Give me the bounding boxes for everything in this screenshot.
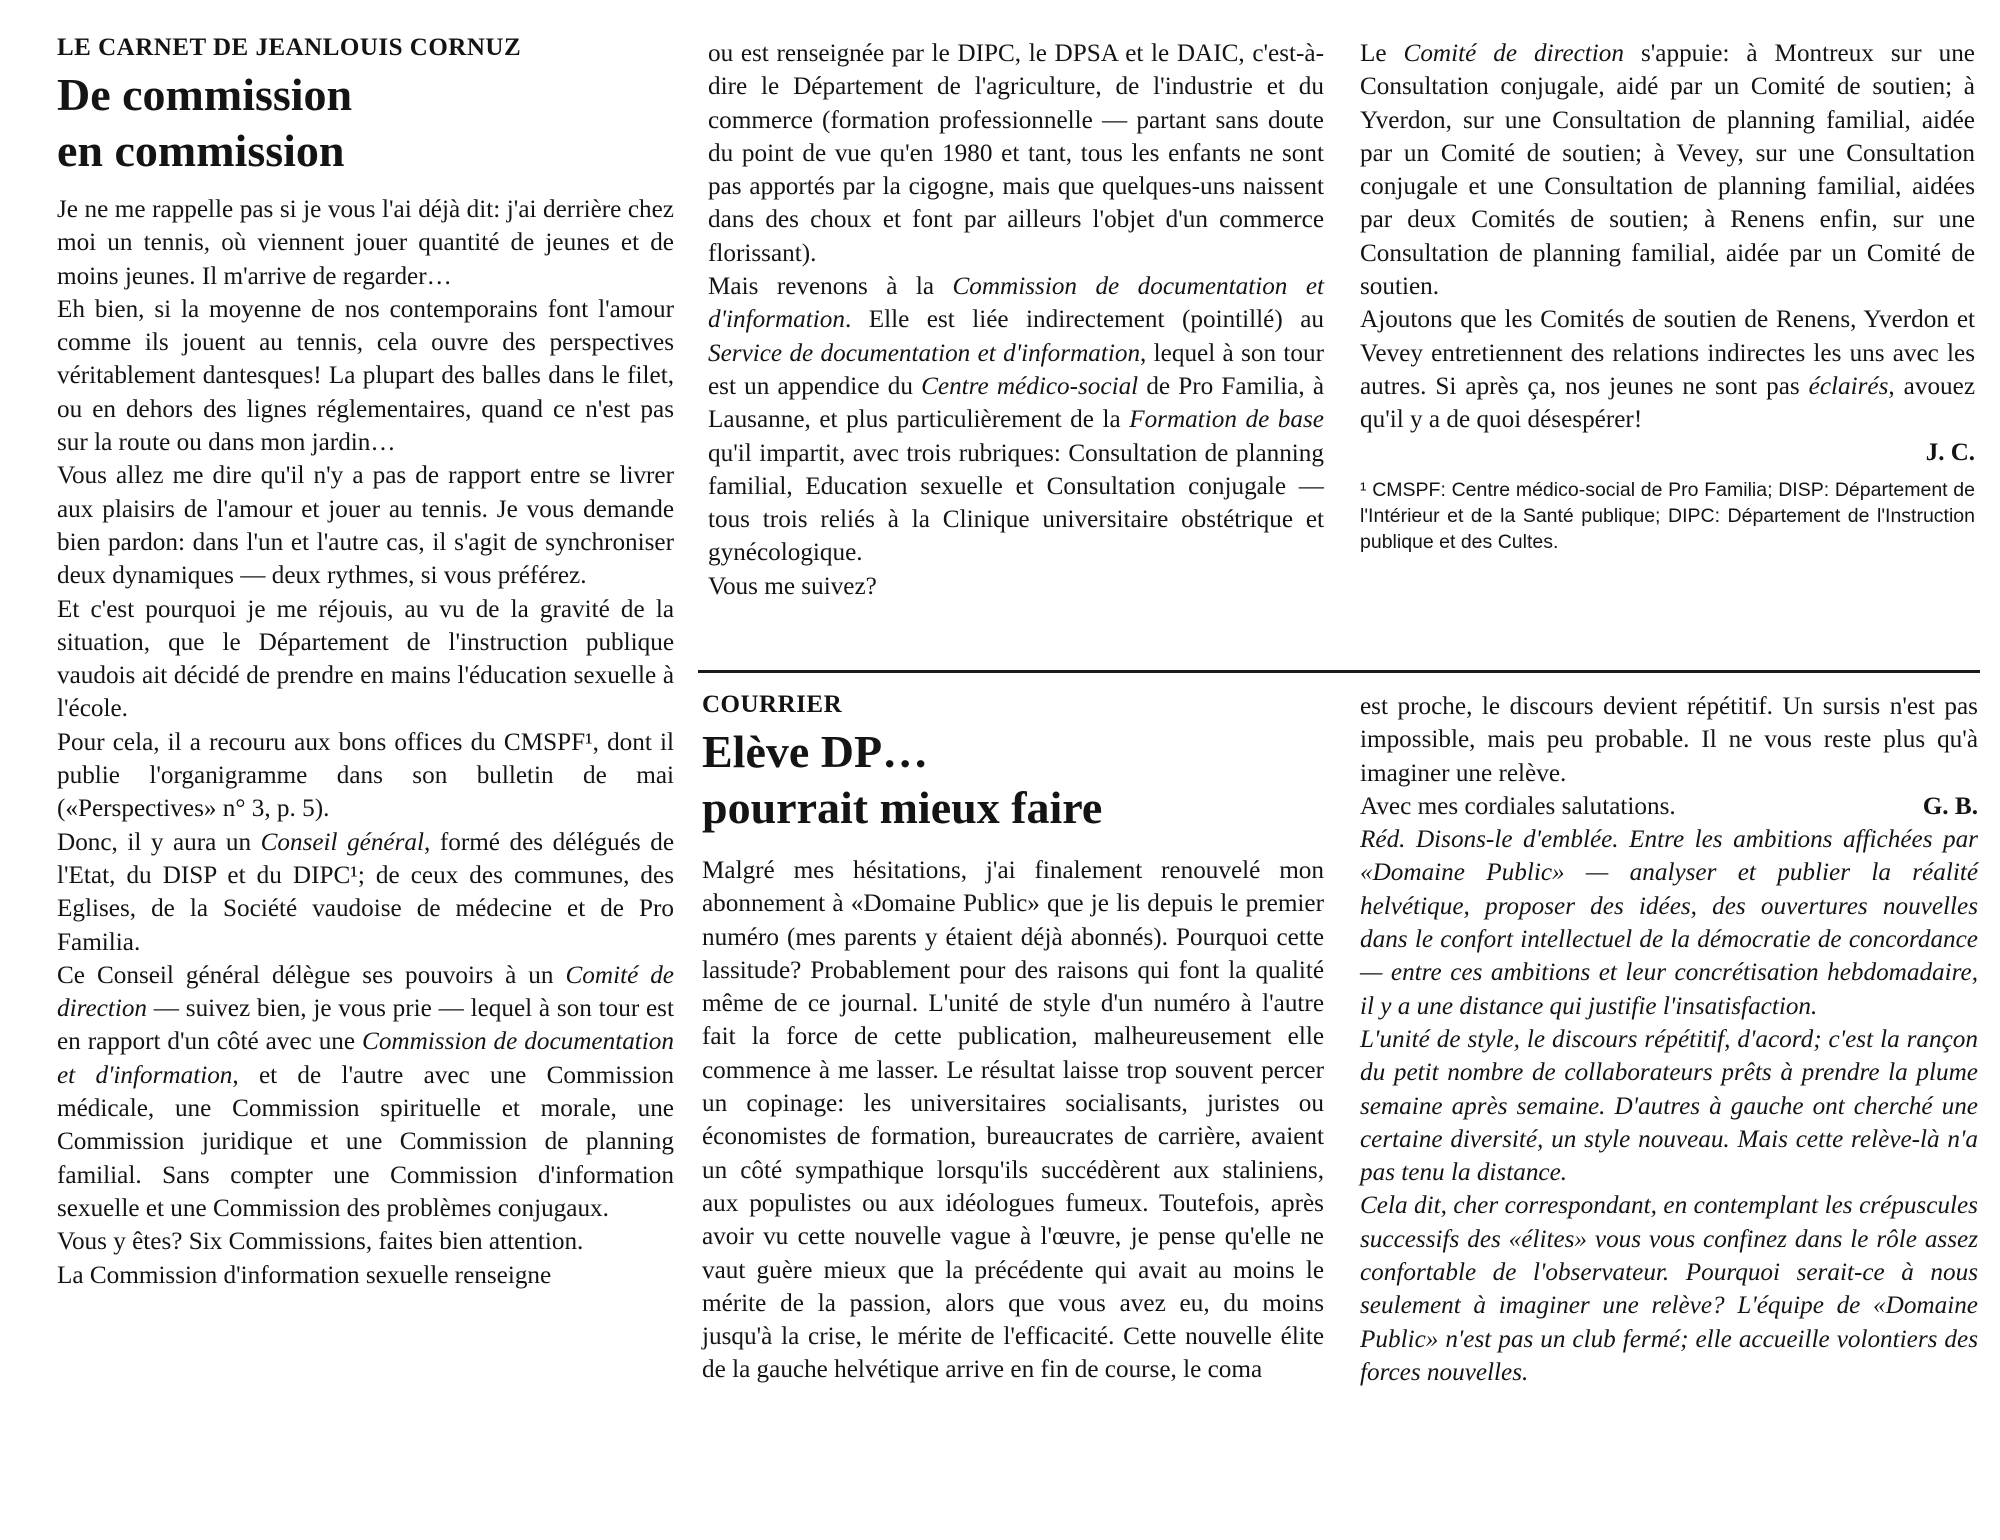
article1-paragraph-comite: Ce Conseil général délègue ses pouvoirs à un Comité de direction — suivez bien, je vous prie — lequel à son tour est en rapport d'un côté avec une Commission de documentation et d'information, et de l'autre avec une Commission médicale, une Commission spirituelle et morale, une Commission juridique et une Commission de planning familial. Sans compter une Commission d'information sexuelle et une Commission des problèmes conjugaux.	[57, 961, 674, 1222]
editorial-paragraph: L'unité de style, le discours répétitif, d'acord; c'est la rançon du petit nombre de collaborateurs prêts à prendre la plume semaine après semaine. D'autres à gauche ont cherché une certaine diversité, un style nouveau. Mais cette relève-là n'a pas tenu la distance.	[1360, 1025, 1978, 1187]
article1-column-2	[708, 37, 1324, 603]
article1-column-3	[1360, 37, 1975, 555]
article2-letter-text: Malgré mes hésitations, j'ai finalement renouvelé mon abonnement à «Domaine Public» que je lis depuis le premier numéro (mes parents y étaient déjà abonnés). Pourquoi cette lassitude? Probablement pour des raisons qui font la qualité même de ce journal. L'unité de style d'un numéro à l'autre fait la force de cette publication, malheureusement elle commence à me lasser. Le résultat laisse trop souvent percer un copinage: les universitaires socialisants, juristes ou économistes de formation, bureaucrates de carrière, avaient un côté sympathique lorsqu'ils succédèrent aux staliniens, aux populistes ou aux idéologues fumeux. Toutefois, après avoir vu cette nouvelle vague à l'œuvre, je pense qu'elle ne vaut guère mieux que la précédente qui avait au moins le mérite de la passion, alors que vous avez eu, du moins jusqu'à la crise, le mérite de l'efficacité. Cette nouvelle élite de la gauche helvétique arrive en fin de course, le coma	[702, 857, 1324, 1384]
article1-title	[57, 67, 674, 179]
article1-paragraph-ajoutons: Ajoutons que les Comités de soutien de Renens, Yverdon et Vevey entretiennent des relations indirectes les uns avec les autres. Si après ça, nos jeunes ne sont pas éclairés, avouez qu'il y a de quoi désespérer!	[1360, 306, 1975, 434]
article2-editorial-reply	[1360, 823, 1978, 1389]
article2-title-line2: pourrait mieux faire	[702, 782, 1103, 833]
article2-salutation-row	[1360, 790, 1978, 823]
article1-signature: J. C.	[1925, 438, 1975, 466]
editorial-paragraph: Réd. Disons-le d'emblée. Entre les ambitions affichées par «Domaine Public» — analyser et publier la réalité helvétique, proposer des idées, des ouvertures nouvelles dans le confort intellectuel de la démocratie de concordance — entre ces ambitions et leur concrétisation hebdomadaire, il y a une distance qui justifie l'insatisfaction.	[1360, 826, 1978, 1020]
article1-paragraph: Vous y êtes? Six Commissions, faites bien attention.	[57, 1228, 584, 1256]
article1-title-line1: De commission	[57, 69, 353, 120]
article1-column-1	[57, 33, 674, 1292]
article2-title-line1: Elève DP…	[702, 726, 929, 777]
article1-paragraph: ou est renseignée par le DIPC, le DPSA et le DAIC, c'est-à-dire le Département de l'agriculture, de l'industrie et du commerce (formation professionnelle — partant sans doute du point de vue qu'en 1980 et tant, tous les enfants ne sont pas apportés par la cigogne, mais que quelques-uns naissent dans des choux et font par ailleurs l'objet d'un commerce florissant).	[708, 40, 1324, 267]
article1-paragraph: La Commission d'information sexuelle renseigne	[57, 1261, 552, 1289]
article2-column-3	[1360, 690, 1978, 1389]
article2-letter-end: est proche, le discours devient répétitif. Un sursis n'est pas impossible, mais peu probable. Il ne vous reste plus qu'à imaginer une relève.	[1360, 693, 1978, 787]
editorial-paragraph: Cela dit, cher correspondant, en contemplant les crépuscules successifs des «élites» vous vous confinez dans le rôle assez confortable de l'observateur. Pourquoi serait-ce à nous seulement à imaginer une relève? L'équipe de «Domaine Public» n'est pas un club fermé; elle accueille volontiers des forces nouvelles.	[1360, 1192, 1978, 1386]
article1-paragraph-comite-direction: Le Comité de direction s'appuie: à Montreux sur une Consultation conjugale, aidé par un Comité de soutien; à Yverdon, sur une Consultation de planning familial, aidée par un Comité de soutien; à Vevey, sur une Consultation conjugale et une Consultation de planning familial, aidées par deux Comités de soutien; à Renens enfin, sur une Consultation de planning familial, aidée par un Comité de soutien.	[1360, 40, 1975, 301]
section-divider	[698, 670, 1980, 673]
article1-paragraph: Je ne me rappelle pas si je vous l'ai déjà dit: j'ai derrière chez moi un tennis, où viennent jouer quantité de jeunes et de moins jeunes. Il m'arrive de regarder…	[57, 196, 674, 290]
article1-title-line2: en commission	[57, 125, 345, 176]
article1-paragraph: Pour cela, il a recouru aux bons offices du CMSPF¹, dont il publie l'organigramme dans son bulletin de mai («Perspectives» n° 3, p. 5).	[57, 728, 674, 823]
article1-paragraph: Et c'est pourquoi je me réjouis, au vu de la gravité de la situation, que le Département de l'instruction publique vaudois ait décidé de prendre en mains l'éducation sexuelle à l'école.	[57, 595, 674, 723]
article2-salutation: Avec mes cordiales salutations.	[1360, 792, 1676, 820]
article2-kicker: COURRIER	[702, 691, 843, 718]
article2-title	[702, 724, 1324, 836]
article1-paragraph-revenons: Mais revenons à la Commission de documentation et d'information. Elle est liée indirectement (pointillé) au Service de documentation et d'information, lequel à son tour est un appendice du Centre médico-social de Pro Familia, à Lausanne, et plus particulièrement de la Formation de base qu'il impartit, avec trois rubriques: Consultation de planning familial, Education sexuelle et Consultation conjugale — tous trois reliés à la Clinique universitaire obstétrique et gynécologique.	[708, 273, 1325, 567]
article2-column-2	[702, 690, 1324, 1387]
article1-footnote: ¹ CMSPF: Centre médico-social de Pro Familia; DISP: Département de l'Intérieur et de la Santé publique; DIPC: Département de l'Instruction publique et des Cultes.	[1360, 478, 1975, 553]
article1-kicker: LE CARNET DE JEANLOUIS CORNUZ	[57, 34, 522, 61]
article1-paragraph: Vous allez me dire qu'il n'y a pas de rapport entre se livrer aux plaisirs de l'amour et jouer au tennis. Je vous demande bien pardon: dans l'un et l'autre cas, il s'agit de synchroniser deux dynamiques — deux rythmes, si vous préférez.	[57, 462, 674, 590]
article2-signature: G. B.	[1922, 792, 1978, 820]
article1-paragraph: Vous me suivez?	[708, 572, 877, 600]
article1-paragraph-conseil: Donc, il y aura un Conseil général, formé des délégués de l'Etat, du DISP et du DIPC¹; de ceux des communes, des Eglises, de la Société vaudoise de médecine et de Pro Familia.	[57, 828, 675, 956]
article1-paragraph: Eh bien, si la moyenne de nos contemporains font l'amour comme ils jouent au tennis, cela ouvre des perspectives véritablement dantesques! La plupart des balles dans le filet, ou en dehors des lignes réglementaires, quand ce n'est pas sur la route ou dans mon jardin…	[57, 295, 674, 457]
